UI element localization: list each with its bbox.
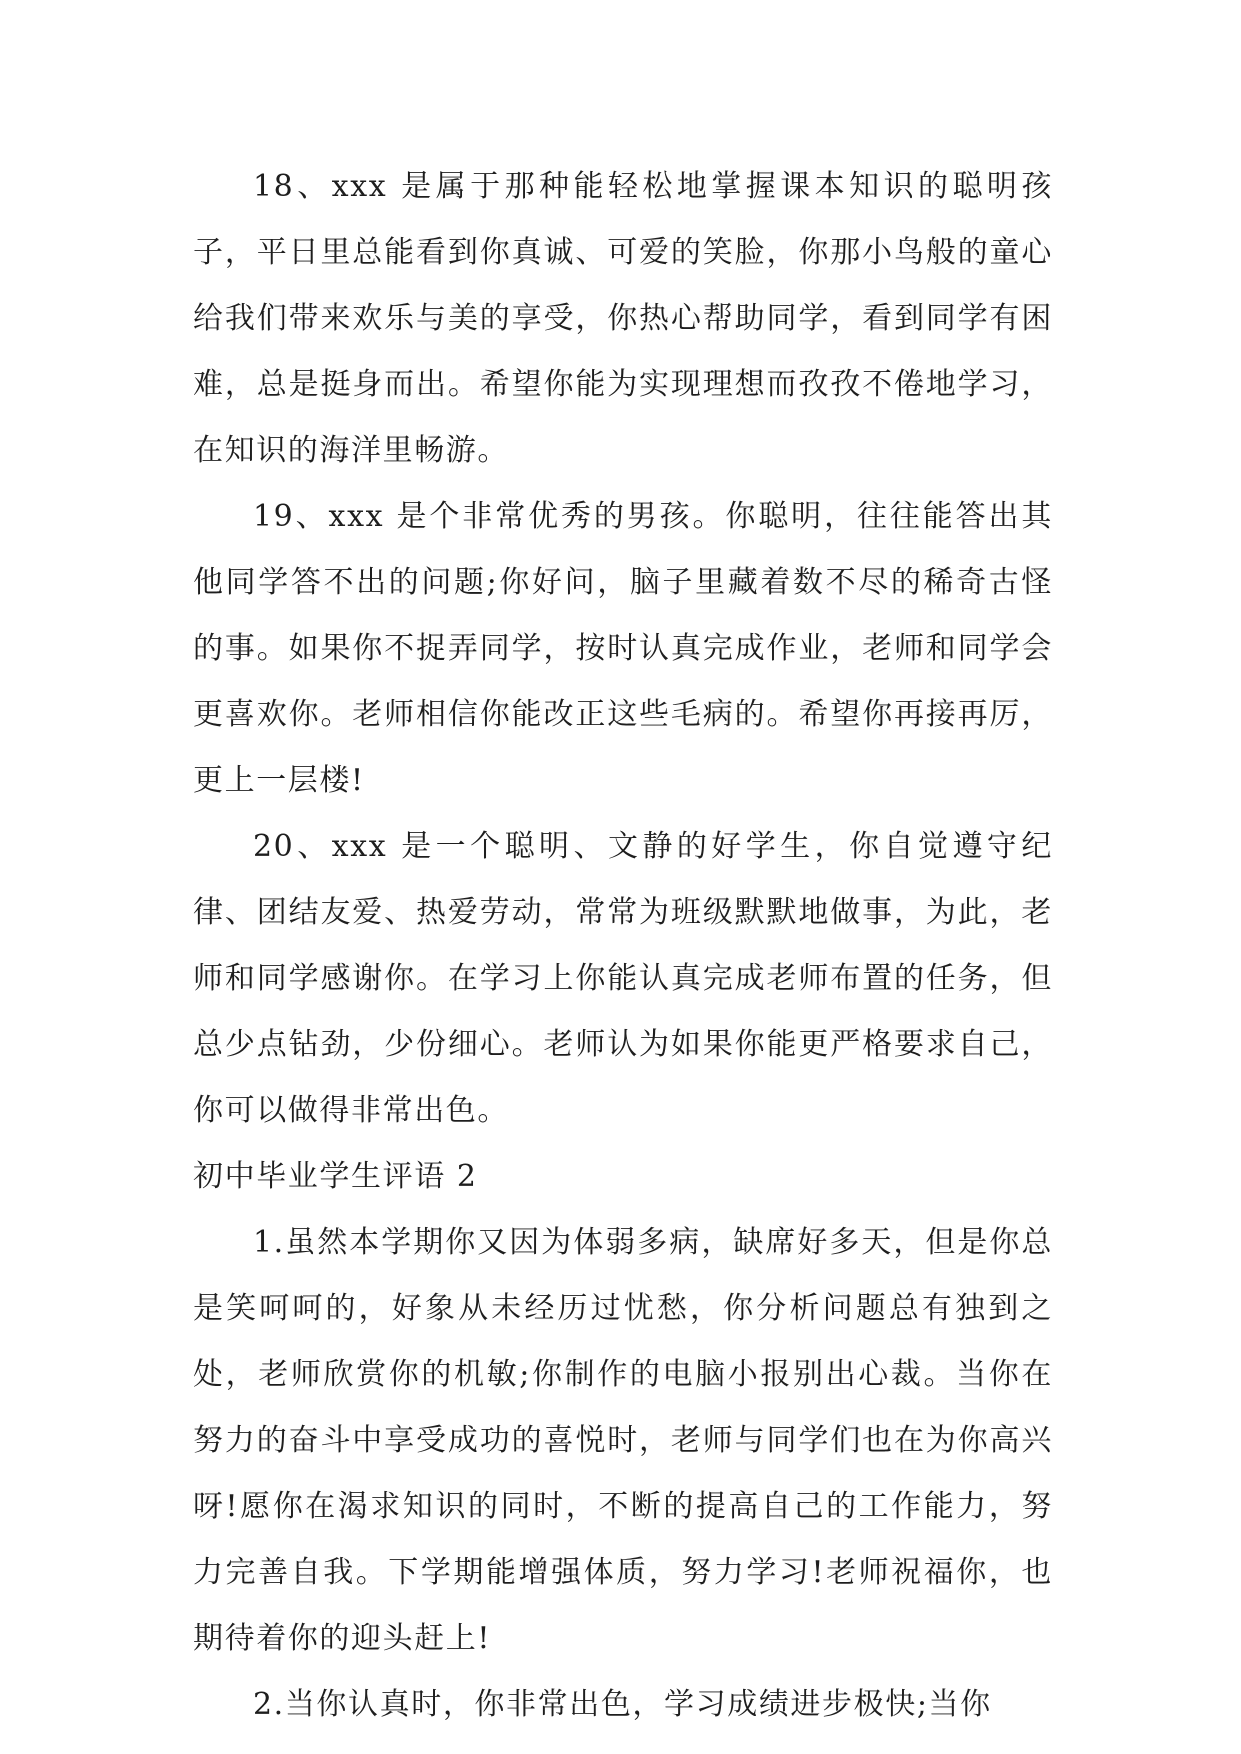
comment-paragraph-2: 2.当你认真时，你非常出色，学习成绩进步极快;当你 — [253, 1687, 992, 1722]
comment-paragraph-1: 1.虽然本学期你又因为体弱多病，缺席好多天，但是你总是笑呵呵的，好象从未经历过忧愁，你分析问题总有独到之处，老师欣赏你的机敏;你制作的电脑小报别出心裁。当你在努力的奋斗中享受成功的喜悦时，老师与同学们也在为你高兴呀!愿你在渴求知识的同时，不断的提高自己的工作能力，努力完善自我。下学期能增强体质，努力学习!老师祝福你，也期待着你的迎头赶上! — [193, 1225, 1053, 1656]
section-heading: 初中毕业学生评语 2 — [193, 1159, 478, 1194]
document-body — [193, 154, 1053, 1738]
comment-paragraph-20: 20、xxx 是一个聪明、文静的好学生，你自觉遵守纪律、团结友爱、热爱劳动，常常为班级默默地做事，为此，老师和同学感谢你。在学习上你能认真完成老师布置的任务，但总少点钻劲，少份细心。老师认为如果你能更严格要求自己，你可以做得非常出色。 — [193, 829, 1053, 1128]
comment-paragraph-19: 19、xxx 是个非常优秀的男孩。你聪明，往往能答出其他同学答不出的问题;你好问，脑子里藏着数不尽的稀奇古怪的事。如果你不捉弄同学，按时认真完成作业，老师和同学会更喜欢你。老师相信你能改正这些毛病的。希望你再接再厉，更上一层楼! — [193, 499, 1053, 798]
comment-paragraph-18: 18、xxx 是属于那种能轻松地掌握课本知识的聪明孩子，平日里总能看到你真诚、可爱的笑脸，你那小鸟般的童心给我们带来欢乐与美的享受，你热心帮助同学，看到同学有困难，总是挺身而出。希望你能为实现理想而孜孜不倦地学习，在知识的海洋里畅游。 — [193, 169, 1053, 468]
